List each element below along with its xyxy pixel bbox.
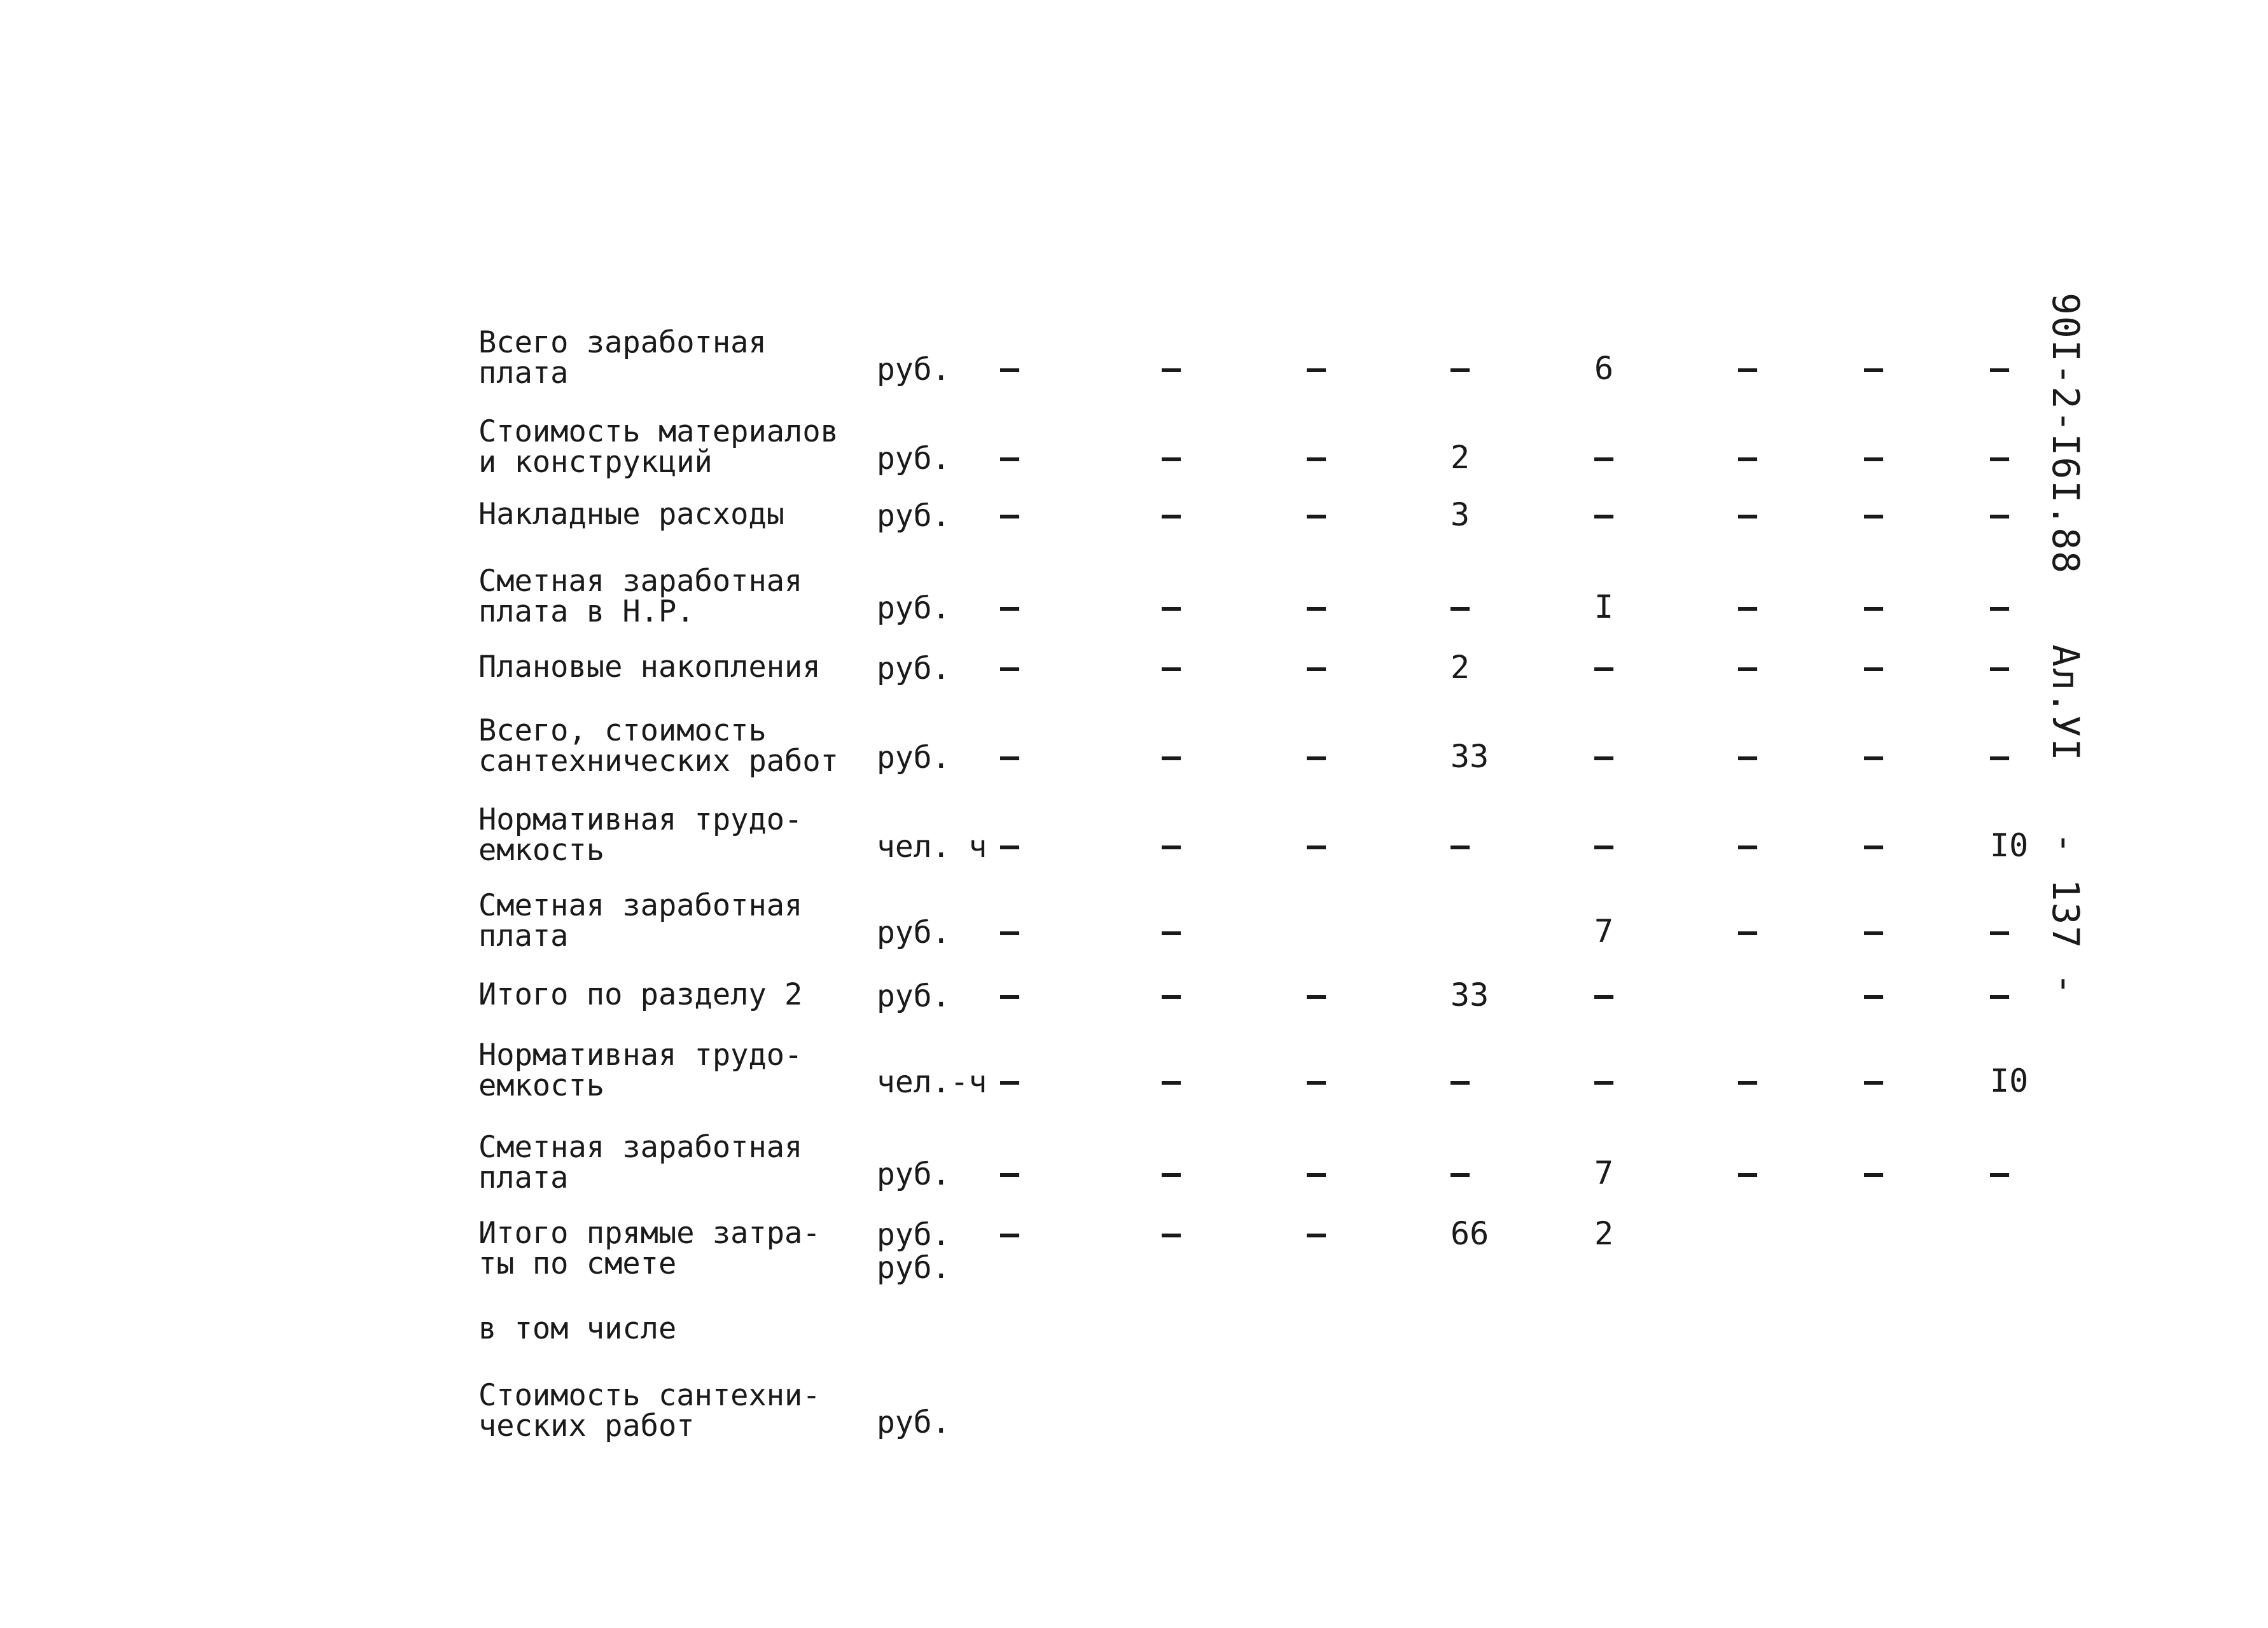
table-cell: 7 <box>1594 913 1614 950</box>
table-cell: – <box>1594 827 1614 864</box>
row-unit: руб. <box>877 498 950 534</box>
table-cell: – <box>1307 588 1326 625</box>
table-cell: – <box>1864 496 1884 533</box>
table-cell: – <box>1864 1062 1884 1099</box>
table-cell: – <box>1864 439 1884 476</box>
row-unit: чел.-ч <box>877 1064 987 1100</box>
table-cell: – <box>1594 977 1614 1013</box>
table-cell: – <box>1451 1062 1470 1099</box>
table-cell: I0 <box>1990 1062 2029 1099</box>
row-unit: руб. <box>877 978 950 1014</box>
table-cell: – <box>1738 588 1758 625</box>
table-cell: – <box>1990 588 2010 625</box>
table-cell: I0 <box>1990 827 2029 864</box>
table-cell: – <box>1000 827 1020 864</box>
row-unit: руб. <box>877 740 950 776</box>
table-cell: – <box>1864 1155 1884 1192</box>
row-unit: руб. <box>877 1405 950 1440</box>
table-cell: – <box>1864 738 1884 775</box>
row-label: Сметная заработная плата в Н.Р. <box>478 564 803 629</box>
table-cell: – <box>1162 977 1181 1013</box>
table-cell: – <box>1307 649 1326 686</box>
table-cell: – <box>1738 496 1758 533</box>
table-cell: – <box>1162 1155 1181 1192</box>
table-cell: 7 <box>1594 1155 1614 1192</box>
table-cell: – <box>1594 649 1614 686</box>
table-cell: – <box>1162 913 1181 950</box>
table-cell: I <box>1594 588 1614 625</box>
table-cell: 6 <box>1594 350 1614 387</box>
row-label: Нормативная трудо- емкость <box>478 1038 803 1103</box>
table-cell: – <box>1451 827 1470 864</box>
row-unit: руб. <box>877 590 950 626</box>
table-cell: – <box>1990 350 2010 387</box>
table-cell: – <box>1307 496 1326 533</box>
table-cell: – <box>1162 1215 1181 1252</box>
table-cell: – <box>1162 649 1181 686</box>
table-cell: – <box>1738 350 1758 387</box>
table-cell: 2 <box>1594 1215 1614 1252</box>
table-cell: – <box>1000 1155 1020 1192</box>
table-cell: – <box>1162 827 1181 864</box>
table-cell: – <box>1990 496 2010 533</box>
table-cell: – <box>1594 496 1614 533</box>
table-cell: – <box>1990 649 2010 686</box>
table-cell: – <box>1738 1062 1758 1099</box>
table-cell: – <box>1594 738 1614 775</box>
table-cell: 33 <box>1451 977 1489 1013</box>
table-cell: – <box>1738 738 1758 775</box>
table-cell: – <box>1990 1155 2010 1192</box>
row-unit: чел. ч <box>877 829 987 865</box>
table-cell: – <box>1307 827 1326 864</box>
table-cell: – <box>1864 977 1884 1013</box>
table-cell: – <box>1000 588 1020 625</box>
row-unit: руб. <box>877 352 950 387</box>
table-cell: 66 <box>1451 1215 1489 1252</box>
row-label: в том числе <box>478 1311 677 1346</box>
table-cell: – <box>1000 977 1020 1013</box>
table-cell: – <box>1594 439 1614 476</box>
table-cell: – <box>1307 1062 1326 1099</box>
table-cell: – <box>1307 977 1326 1013</box>
table-cell: – <box>1000 496 1020 533</box>
table-cell: – <box>1000 439 1020 476</box>
table-cell: – <box>1000 913 1020 950</box>
row-label: Стоимость материалов и конструкций <box>478 414 838 480</box>
table-cell: – <box>1162 1062 1181 1099</box>
table-cell: – <box>1738 827 1758 864</box>
row-label: Плановые накопления <box>478 650 821 685</box>
table-cell: – <box>1990 738 2010 775</box>
table-cell: 3 <box>1451 496 1470 533</box>
page-number: - 137 - <box>2044 831 2087 997</box>
row-label: Итого по разделу 2 <box>478 977 803 1012</box>
row-unit: руб. <box>877 915 950 950</box>
table-cell: – <box>1990 913 2010 950</box>
row-label: Всего, стоимость сантехнических работ <box>478 713 838 779</box>
table-cell: – <box>1000 1215 1020 1252</box>
table-cell: – <box>1594 1062 1614 1099</box>
row-label: Итого прямые затра- ты по смете <box>478 1216 821 1281</box>
table-cell: – <box>1864 913 1884 950</box>
table-cell: – <box>1000 738 1020 775</box>
table-cell: – <box>1000 1062 1020 1099</box>
row-label: Стоимость сантехни- ческих работ <box>478 1378 821 1444</box>
row-unit: руб. руб. <box>877 1217 950 1286</box>
table-cell: – <box>1307 1155 1326 1192</box>
row-label: Накладные расходы <box>478 497 785 532</box>
table-cell: – <box>1162 439 1181 476</box>
row-unit: руб. <box>877 651 950 686</box>
table-cell: – <box>1990 977 2010 1013</box>
row-label: Сметная заработная плата <box>478 1130 803 1195</box>
table-cell: – <box>1000 350 1020 387</box>
table-cell: – <box>1451 1155 1470 1192</box>
table-cell: – <box>1307 439 1326 476</box>
row-label: Нормативная трудо- емкость <box>478 802 803 868</box>
table-cell: – <box>1162 738 1181 775</box>
row-label: Всего заработная плата <box>478 325 767 391</box>
table-cell: – <box>1000 649 1020 686</box>
table-cell: – <box>1162 496 1181 533</box>
row-unit: руб. <box>877 1157 950 1192</box>
table-cell: – <box>1864 350 1884 387</box>
table-cell: – <box>1864 827 1884 864</box>
table-cell: – <box>1738 439 1758 476</box>
table-cell: 33 <box>1451 738 1489 775</box>
table-cell: – <box>1162 350 1181 387</box>
table-cell: – <box>1864 588 1884 625</box>
table-cell: – <box>1738 913 1758 950</box>
table-cell: – <box>1738 1155 1758 1192</box>
album-number: Ал.УI <box>2044 644 2087 762</box>
table-cell: – <box>1451 350 1470 387</box>
table-cell: – <box>1738 649 1758 686</box>
row-unit: руб. <box>877 441 950 477</box>
table-cell: 2 <box>1451 439 1470 476</box>
table-cell: 2 <box>1451 649 1470 686</box>
table-cell: – <box>1307 1215 1326 1252</box>
table-cell: – <box>1990 439 2010 476</box>
table-cell: – <box>1307 738 1326 775</box>
document-code: 90I-2-I6I.88 <box>2044 293 2087 575</box>
table-cell: – <box>1451 588 1470 625</box>
table-cell: – <box>1307 350 1326 387</box>
table-cell: – <box>1162 588 1181 625</box>
table-cell: – <box>1864 649 1884 686</box>
row-label: Сметная заработная плата <box>478 888 803 954</box>
